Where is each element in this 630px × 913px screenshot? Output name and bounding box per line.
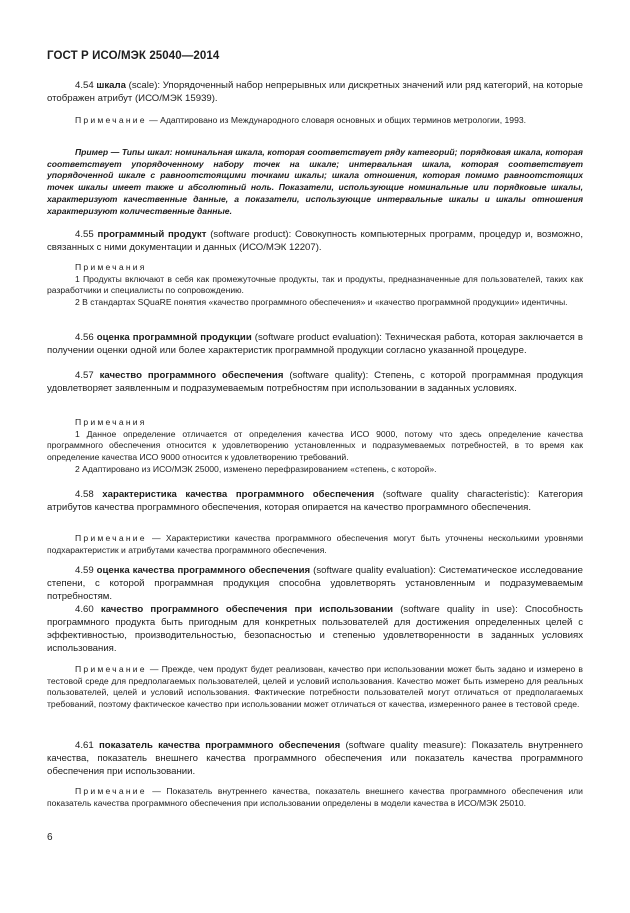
notes-label: Примечания [75,262,147,272]
term-name: характеристика качества программного обеспечения [102,489,375,500]
term-definition: (software quality measure): Показатель внутреннего качества, показатель внешнего качества программного обеспечения или показатель качества программного обеспечения при использовании. [47,740,583,777]
term-number: 4.61 [75,740,94,751]
note-2: 2 Адаптировано из ИСО/МЭК 25000, изменено перефразированием «степень, с которой». [75,463,437,474]
term-number: 4.60 [75,604,94,615]
note-1: 1 Продукты включают в себя как промежуточные продукты, так и продукты, предназначенные для пользователей, таких как разработчики и специалисты по сопровождению. [47,273,583,296]
term-number: 4.58 [75,489,94,500]
note-4-54 [47,115,583,127]
term-definition: (software product): Совокупность компьютерных программ, процедур и, возможно, связанных с ними документации и данных (ИСО/МЭК 12207). [47,229,583,253]
term-4-57 [47,370,583,396]
notes-label: Примечания [75,417,147,427]
note-4-58 [47,533,583,556]
example-4-54 [47,147,583,217]
term-name: шкала [96,80,126,91]
note-4-60 [47,664,583,711]
note-label: Примечание [75,786,147,796]
term-4-54 [47,80,583,106]
note-label: Примечание [75,533,147,543]
term-number: 4.54 [75,80,94,91]
document-header: ГОСТ Р ИСО/МЭК 25040—2014 [47,50,220,62]
term-4-58 [47,489,583,515]
note-text: — Показатель внутреннего качества, показатель внешнего качества программного обеспечения или показатель качества программного обеспечения при использовании определены в модели качества в ИСО/МЭК 25010. [47,786,583,808]
note-text: — Прежде, чем продукт будет реализован, качество при использовании может быть задано и измерено в тестовой среде для предполагаемых пользователей, целей и условий использования. Качество может быть измерено для реальных пользователей, целей и условий использования. Фактические потребности пользователей могут отличаться от предполагаемых требований, поэтому фактическое качество при использовании может отличаться от качества, измеренного ранее в тестовой среде. [47,664,583,710]
term-definition: (software quality evaluation): Систематическое исследование степени, с которой программная продукция способна удовлетворять установленным и подразумеваемым потребностям. [47,565,584,602]
term-definition: (software quality in use): Способность программного продукта быть пригодным для конкретных пользователей для достижения определенных целей с эффективностью, производительностью, безопасностью и степенью удовлетворенности в заданных условиях использования. [47,604,583,654]
note-2: 2 В стандартах SQuaRE понятия «качество программного обеспечения» и «качество программной продукции» идентичны. [75,297,568,308]
term-definition: (software quality): Степень, с которой программная продукция удовлетворяет заявленным и подразумеваемым потребностям при использовании в заданных условиях. [47,370,584,394]
term-number: 4.56 [75,332,94,343]
term-name: показатель качества программного обеспечения [98,740,341,751]
page-number: 6 [47,832,53,843]
term-number: 4.57 [75,370,94,381]
term-4-55 [47,229,583,255]
note-1: 1 Данное определение отличается от определения качества ИСО 9000, потому что здесь определение качества программного обеспечения относится к удовлетворению установленных и подразумеваемых потребностей, в то время как определение качества ИСО 9000 относится к удовлетворению требований. [47,428,583,463]
term-definition: (scale): Упорядоченный набор непрерывных или дискретных значений или ряд категорий, на которые отображен атрибут (ИСО/МЭК 15939). [47,80,583,104]
term-name: качество программного обеспечения [99,370,284,381]
term-number: 4.55 [75,229,94,240]
term-4-59 [47,565,583,604]
term-number: 4.59 [75,565,94,576]
note-4-61 [47,786,583,809]
term-4-61 [47,740,583,779]
term-definition: (software quality characteristic): Категория атрибутов качества программного обеспечения, которая опирается на качество программного обеспечения. [47,489,584,513]
example-label: Пример [75,147,109,157]
term-definition: (software product evaluation): Техническая работа, которая заключается в получении оценки одной или более характеристик программной продукции согласно указанной процедуре. [47,332,583,356]
example-text: — Типы шкал: номинальная шкала, которая соответствует ряду категорий; порядковая шкала, которая соответствует упорядоченному набору точек на шкале; интервальная шкала, которая соответствует упорядоченной шкале с равноотстоящими точками шкалы; шкала отношения, которая помимо равноотстоящих точек шкалы имеет также и абсолютный ноль. Показатели, использующие номинальные или порядковые шкалы, характеризуют качественные данные, а показатели, использующие интервальные шкалы и шкалы отношения характеризуют количественные данные. [47,147,583,216]
term-4-60 [47,604,583,656]
note-label: Примечание [75,664,147,674]
notes-4-55 [47,262,583,309]
note-text: — Адаптировано из Международного словаря основных и общих терминов метрологии, 1993. [149,115,527,125]
term-name: оценка программной продукции [96,332,252,343]
note-text: — Характеристики качества программного обеспечения могут быть уточнены несколькими уровнями подхарактеристик и атрибутами качества программного обеспечения. [47,533,583,555]
note-label: Примечание [75,115,147,125]
term-name: качество программного обеспечения при использовании [100,604,393,615]
term-4-56 [47,332,583,358]
term-name: программный продукт [97,229,207,240]
term-name: оценка качества программного обеспечения [96,565,311,576]
notes-4-57 [47,417,583,476]
